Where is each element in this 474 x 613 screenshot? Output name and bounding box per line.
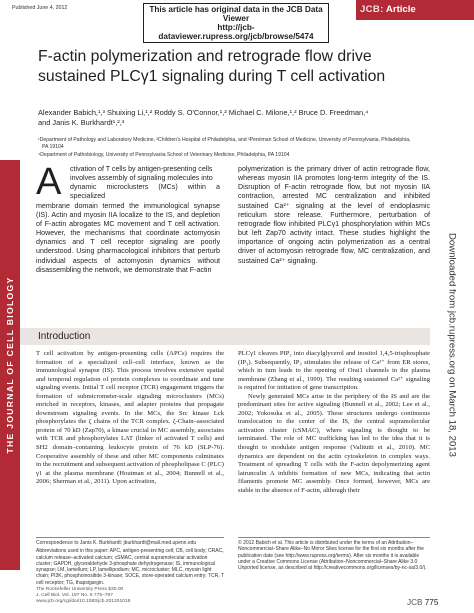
abstract-left-rest: membrane domain termed the immunological synapse (IS). Actin and myosin IIA localize to the IS, and depletion of F-actin abrogates MC movement and T cell activation. However, the mechanisms that coordinate actomyosin dynamics and T cell receptor signaling are poorly understood. Using pharmacological inhibitors that perturb individual aspects of actomyosin dynamics without disassembling the network, we demonstrate that F-actin [36,201,220,274]
title-line-2: sustained PLCγ1 signaling during T cell activation [38,68,386,85]
abstract-line-1: ctivation of T cells by antigen-presenting cells [70,165,213,173]
abstract-line-2: involves assembly of signaling molecules into [70,174,213,183]
abstract-left-column [36,161,220,275]
authors [38,108,438,128]
journal-section-label [360,4,416,15]
authors-line-1: Alexander Babich,¹,³ Shuixing Li,¹,² Roddy S. O'Connor,¹,² Michael C. Milone,¹,² Bruce D. Freedman,⁴ [38,108,369,117]
affiliation-1-line: ¹Department of Pathology and Laboratory Medicine, ²Children's Hospital of Philadelphia, and ³Perelman School of Medicine, University of Pennsylvania, Philadelphia, [38,137,411,143]
page-number: 775 [424,598,439,607]
license-text: © 2012 Babich et al. This article is distributed under the terms of an Attribution–Noncommercial–Share Alike–No Mirror Sites license for the first six months after the publication date (see http://www.rupress.org/terms). After six months it is available under a Creative Commons License (Attribution–Noncommercial–Share Alike 3.0 Unported license, as described at http://creativecommons.org/licenses/by-nc-sa/3.0/). [238,540,427,572]
journal-tag: JCB: [360,4,384,15]
correspondence-text: Correspondence to Janis K. Burkhardt: jburkhardt@mail.med.upenn.edu [36,540,197,546]
introduction-right-column [238,350,430,495]
introduction-left-column [36,350,224,487]
abstract-line-3: dynamic microclusters (MCs) within a specialized [70,183,220,201]
footer-journal: JCB [407,598,423,607]
introduction-heading: Introduction [38,331,91,342]
data-viewer-box[interactable] [143,3,329,43]
page-footer [407,598,438,607]
side-banner-text: THE JOURNAL OF CELL BIOLOGY [5,276,15,454]
published-date: Published June 4, 2012 [12,5,68,11]
doi-link[interactable]: www.jcb.org/cgi/doi/10.1083/jcb.201201018 [36,599,131,604]
abbreviations-text: Abbreviations used in this paper: APC, antigen-presenting cell; CB, cell body; CRAC, calcium release–activated calcium; cSMAC, central supramolecular activation cluster; GAPDH, glyceraldehyde 3-phosphate dehydrogenase; IS, immunological synapse; LM, lamellum; LP, lamellipodium; MC, microcluster; MLC, myosin light chain; PI3K, phosphoinositide 3-kinase; SOCE, store-operated calcium entry; TCR, T cell receptor; TG, thapsigargin. [36,548,224,586]
download-note: Downloaded from jcb.rupress.org on March 18, 2013 [446,233,458,457]
affiliation-1-line-b: PA 19104 [42,143,64,150]
intro-paragraph-1: T cell activation by antigen-presenting cells (APCs) requires the formation of a specialized cell–cell interface, known as the immunological synapse (IS). This process involves extensive spatial and temporal regulation of protein complexes to coordinate and tune signaling events. Initial T cell receptor (TCR) engagement triggers the formation of submicrometer-scale signaling microclusters (MCs) enriched in receptors, kinases, and adapter proteins that propagate downstream signaling events. In the MCs, the Src kinase Lck phosphorylates the ζ chains of the TCR complex. ζ-Chain–associated protein of 70 kD (Zap70), a kinase crucial in MC assembly, associates with TCR and phosphorylates LAT (linker of activated T cells) and SH2 domain–containing leukocyte protein of 76 kD (SLP-76). Cooperative assembly of these and other MC components culminates in the recruitment and subsequent activation of phospholipase C (PLC) γ1 at the plasma membrane (Houtman et al., 2004; Bunnell et al., 2006; Sherman et al., 2011). Upon activation, [36,350,224,486]
title-line-1: F-actin polymerization and retrograde flow drive [38,48,372,65]
data-viewer-text: This article has original data in the JCB Data Viewer [149,5,323,23]
publisher-line: The Rockefeller University Press $30.00 [36,587,124,592]
publisher-footer [36,587,130,605]
correspondence-footnote [36,540,224,586]
intro-paragraph-2: PLCγ1 cleaves PIP₂ into diacylglycerol and inositol 1,4,5-trisphosphate (IP₃). Subsequently, IP₃ stimulates the release of Ca²⁺ from ER stores, which in turn leads to the opening of Orai1 channels in the plasma membrane (Zhang et al., 1999). The resulting sustained Ca²⁺ signaling is required for initiation of gene transcription. [238,350,430,392]
abstract-right-column: polymerization is the primary driver of actin retrograde flow, whereas myosin IIA promotes long-term integrity of the IS. Disruption of F-actin retrograde flow, but not myosin IIA contraction, arrested MC centralization and inhibited sustained Ca²⁺ signaling at the level of endoplasmic reticulum store release. Furthermore, perturbation of retrograde flow inhibited PLCγ1 phosphorylation within MCs but left Zap70 activity intact. These studies highlight the importance of ongoing actin polymerization as a central driver of actomyosin retrograde flow, MC centralization, and sustained Ca²⁺ signaling. [238,165,430,265]
footnote-divider [36,537,224,538]
license-divider [238,537,430,538]
citation-line: J. Cell Biol. Vol. 197 No. 6 775–787 [36,593,113,598]
affiliation-1 [38,137,438,150]
intro-paragraph-3: Newly generated MCs arise in the periphery of the IS and are the predominant sites for active signaling (Bunnell et al., 2002; Lee et al., 2002; Yokosuka et al., 2005). These structures undergo continuous translocation to the center of the IS, the central supramolecular activation cluster (cSMAC), where signaling is thought to be terminated. The role of MC trafficking has led to the idea that it is thought to modulate antigen response (Valitutti et al., 2010). MC dynamics are dependent on the actin cytoskeleton in complex ways. Treatment of spreading T cells with the F-actin depolymerizing agent latrunculin A inhibits formation of new MCs, indicating that actin filaments promote MC assembly. Once formed, however, MCs are stable in the absence of F-actin, although their [238,392,430,494]
drop-cap: A [36,161,62,203]
section-name: Article [385,4,416,15]
data-viewer-link[interactable]: http://jcb-dataviewer.rupress.org/jcb/browse/5474 [158,23,314,41]
affiliation-2: ⁴Department of Pathobiology, University of Pennsylvania School of Veterinary Medicine, Philadelphia, PA 19104 [38,152,290,158]
authors-line-2: and Janis K. Burkhardt¹,²,³ [38,118,125,127]
article-title [38,47,428,87]
